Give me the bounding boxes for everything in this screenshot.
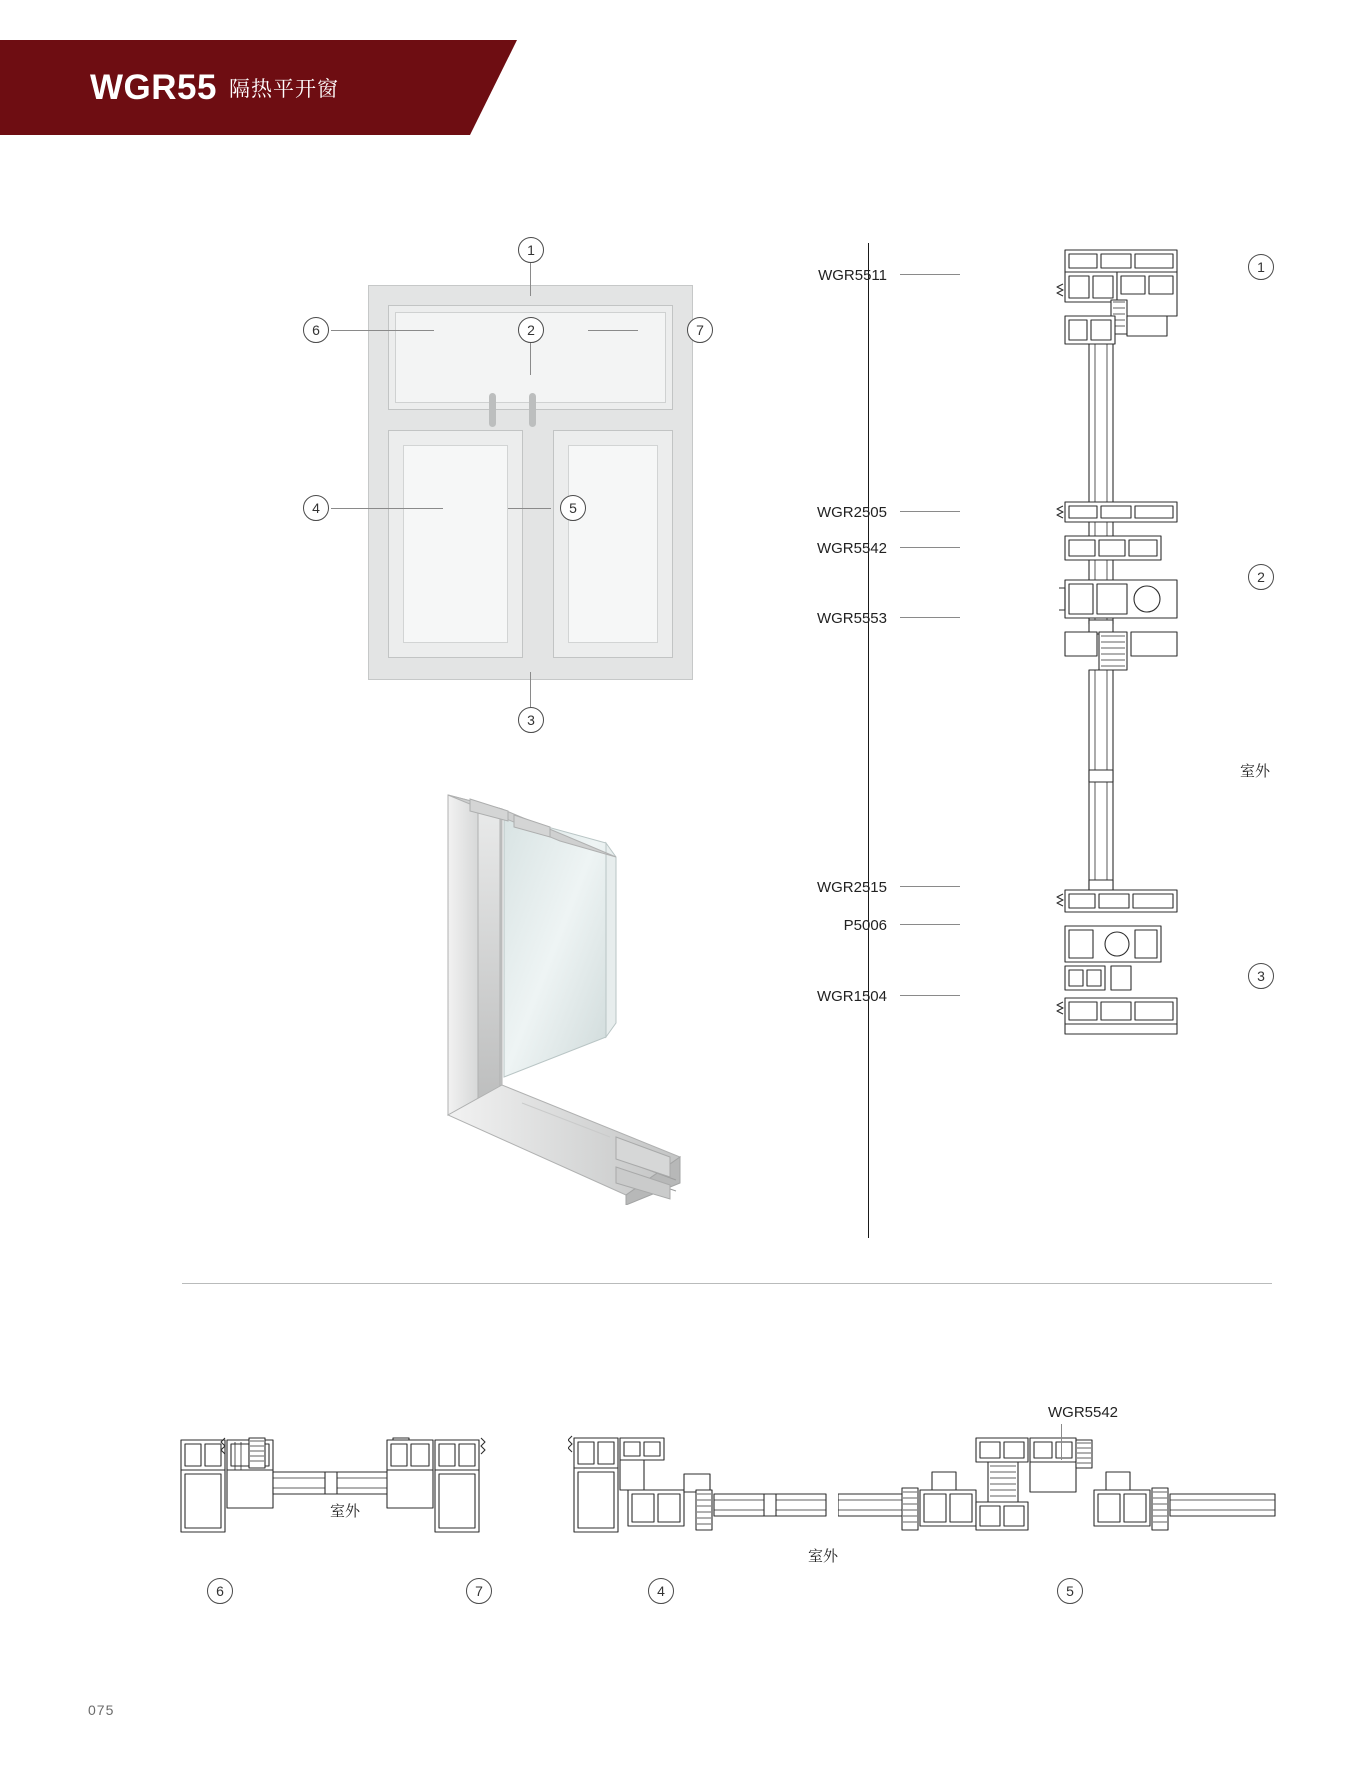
page-subtitle: 隔热平开窗 [228,77,339,101]
callout-2: 2 [518,317,544,343]
callout-5: 5 [560,495,586,521]
leader-line-3 [530,672,531,707]
horizontal-section-5 [838,1428,1278,1563]
outdoor-label-section-67: 室外 [330,1503,361,1520]
leader-wgr1504 [900,995,960,996]
part-label-p5006: P5006 [843,917,887,934]
window-sash-left [388,430,523,658]
horizontal-section-4 [568,1428,838,1563]
horizontal-section-67 [175,1432,525,1552]
window-handle-right [529,393,536,427]
leader-line-2 [530,340,531,375]
part-label-wgr5553: WGR5553 [816,610,887,627]
callout-3: 3 [518,707,544,733]
leader-wgr2515 [900,886,960,887]
horizontal-divider [182,1283,1272,1284]
callout-7: 7 [687,317,713,343]
part-label-wgr2515: WGR2515 [816,879,887,896]
callout-1: 1 [518,237,544,263]
section-callout-2: 2 [1248,564,1274,590]
callout-6: 6 [303,317,329,343]
callout-4: 4 [303,495,329,521]
leader-wgr5542 [900,547,960,548]
part-label-wgr5511: WGR5511 [818,267,887,284]
leader-line-6 [331,330,434,331]
page-title: WGR55 [90,67,217,107]
leader-wgr5511 [900,274,960,275]
part-label-wgr2505: WGR2505 [816,504,887,521]
vertical-divider [868,243,869,1238]
vertical-section-drawing [1055,240,1200,1240]
leader-wgr5553 [900,617,960,618]
leader-line-7 [588,330,638,331]
leader-line-4 [331,508,443,509]
section-callout-7: 7 [466,1578,492,1604]
leader-wgr5542-bottom [1061,1424,1062,1460]
page-header-banner [0,40,470,135]
outdoor-label-section-4: 室外 [808,1548,839,1565]
part-label-wgr5542: WGR5542 [816,540,887,557]
section-callout-5: 5 [1057,1578,1083,1604]
window-sash-right [553,430,673,658]
leader-line-1 [530,263,531,296]
page-number: 075 [88,1702,115,1718]
section-callout-4: 4 [648,1578,674,1604]
leader-wgr2505 [900,511,960,512]
section-callout-6: 6 [207,1578,233,1604]
section-callout-3: 3 [1248,963,1274,989]
leader-line-5 [508,508,551,509]
section-callout-1: 1 [1248,254,1274,280]
sash-glass-right [568,445,658,643]
part-label-wgr1504: WGR1504 [816,988,887,1005]
outdoor-label-vertical: 室外 [1240,763,1271,780]
sash-glass-left [403,445,508,643]
part-label-wgr5542-bottom: WGR5542 [1048,1404,1119,1421]
leader-p5006 [900,924,960,925]
corner-3d-render [430,785,700,1205]
window-handle-left [489,393,496,427]
